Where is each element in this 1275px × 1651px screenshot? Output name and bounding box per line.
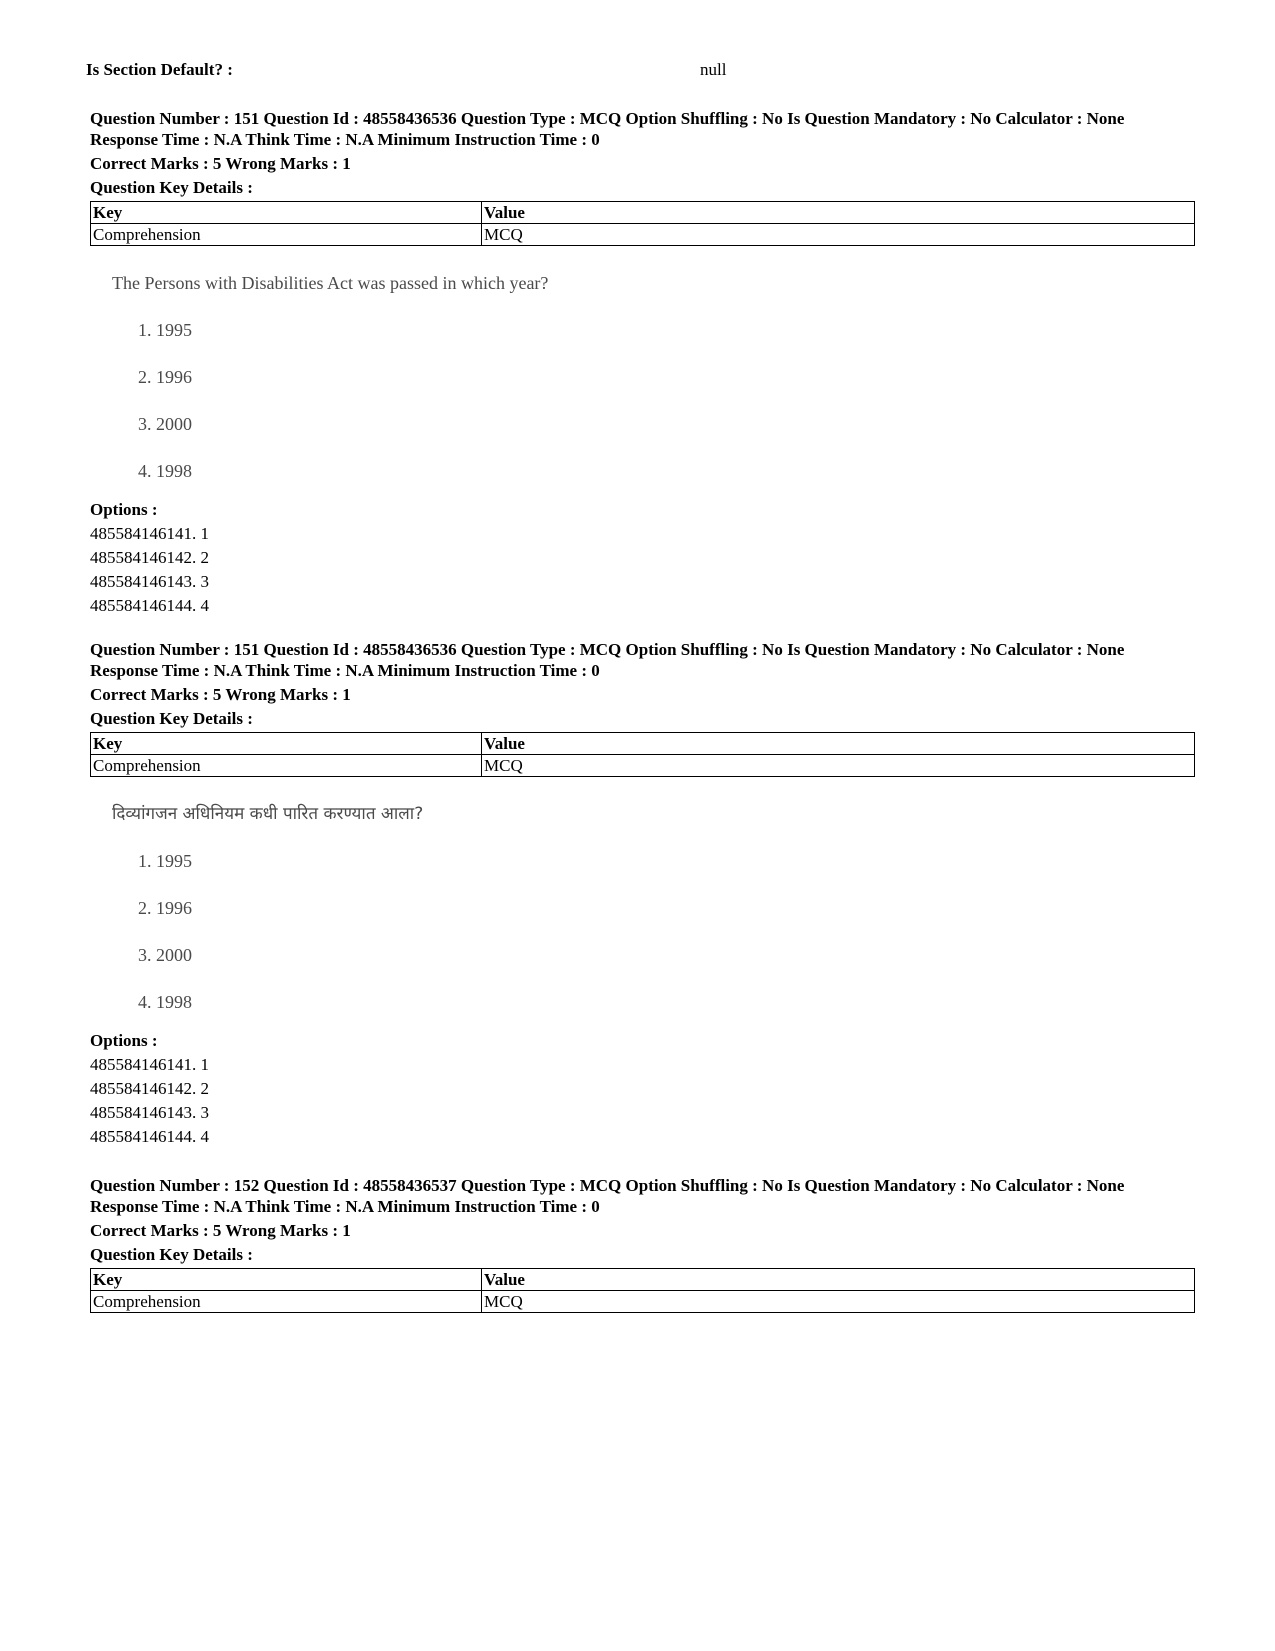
- question-header: Question Number : 152 Question Id : 48558436537 Question Type : MCQ Option Shuffling : No Is Question Mandatory : No Calculator : None Response Time : N.A Think Time : N.A Minimum Instruction Time : 0: [90, 1176, 1125, 1216]
- choice-item: 1. 1995: [138, 320, 192, 340]
- table-cell-key: Comprehension: [91, 224, 482, 246]
- options-label: Options :: [90, 1031, 158, 1050]
- key-details-table: [90, 201, 1195, 246]
- table-header-row: [91, 733, 1195, 755]
- question-block-1: [90, 108, 1195, 618]
- key-details-table: [90, 1268, 1195, 1313]
- table-row: [91, 224, 1195, 246]
- question-image: [112, 270, 1195, 484]
- section-default-label: Is Section Default? :: [86, 60, 233, 79]
- choice-item: 3. 2000: [138, 414, 192, 434]
- section-default-row: [86, 60, 1236, 82]
- key-details-label: Question Key Details :: [90, 178, 253, 197]
- option-item: 485584146143. 3: [90, 572, 209, 591]
- table-header-key: Key: [91, 1269, 482, 1291]
- key-details-label: Question Key Details :: [90, 1245, 253, 1264]
- options-label: Options :: [90, 500, 158, 519]
- table-cell-value: MCQ: [482, 1291, 1195, 1313]
- table-row: [91, 1291, 1195, 1313]
- table-header-value: Value: [482, 1269, 1195, 1291]
- table-header-key: Key: [91, 202, 482, 224]
- table-cell-key: Comprehension: [91, 1291, 482, 1313]
- table-cell-value: MCQ: [482, 755, 1195, 777]
- question-block-2: [90, 639, 1195, 1149]
- question-text: The Persons with Disabilities Act was passed in which year?: [112, 273, 549, 293]
- table-cell-key: Comprehension: [91, 755, 482, 777]
- marks-line: Correct Marks : 5 Wrong Marks : 1: [90, 154, 351, 173]
- table-header-key: Key: [91, 733, 482, 755]
- option-item: 485584146144. 4: [90, 1127, 209, 1146]
- table-header-value: Value: [482, 202, 1195, 224]
- option-item: 485584146141. 1: [90, 1055, 209, 1074]
- table-header-value: Value: [482, 733, 1195, 755]
- question-header: Question Number : 151 Question Id : 48558436536 Question Type : MCQ Option Shuffling : No Is Question Mandatory : No Calculator : None Response Time : N.A Think Time : N.A Minimum Instruction Time : 0: [90, 640, 1125, 680]
- key-details-table: [90, 732, 1195, 777]
- choice-item: 2. 1996: [138, 367, 192, 387]
- choice-item: 4. 1998: [138, 992, 192, 1012]
- question-block-3: [90, 1175, 1195, 1313]
- choice-item: 3. 2000: [138, 945, 192, 965]
- option-item: 485584146144. 4: [90, 596, 209, 615]
- marks-line: Correct Marks : 5 Wrong Marks : 1: [90, 685, 351, 704]
- choice-item: 2. 1996: [138, 898, 192, 918]
- choice-item: 1. 1995: [138, 851, 192, 871]
- marks-line: Correct Marks : 5 Wrong Marks : 1: [90, 1221, 351, 1240]
- option-item: 485584146143. 3: [90, 1103, 209, 1122]
- option-item: 485584146142. 2: [90, 1079, 209, 1098]
- table-header-row: [91, 202, 1195, 224]
- choice-item: 4. 1998: [138, 461, 192, 481]
- options-block: [90, 1029, 1195, 1149]
- table-row: [91, 755, 1195, 777]
- key-details-label: Question Key Details :: [90, 709, 253, 728]
- option-item: 485584146141. 1: [90, 524, 209, 543]
- option-item: 485584146142. 2: [90, 548, 209, 567]
- options-block: [90, 498, 1195, 618]
- section-default-value: null: [700, 60, 727, 79]
- question-header: Question Number : 151 Question Id : 48558436536 Question Type : MCQ Option Shuffling : No Is Question Mandatory : No Calculator : None Response Time : N.A Think Time : N.A Minimum Instruction Time : 0: [90, 109, 1125, 149]
- table-header-row: [91, 1269, 1195, 1291]
- question-image: [112, 801, 1195, 1015]
- question-text: दिव्यांगजन अधिनियम कधी पारित करण्यात आला?: [112, 804, 424, 824]
- table-cell-value: MCQ: [482, 224, 1195, 246]
